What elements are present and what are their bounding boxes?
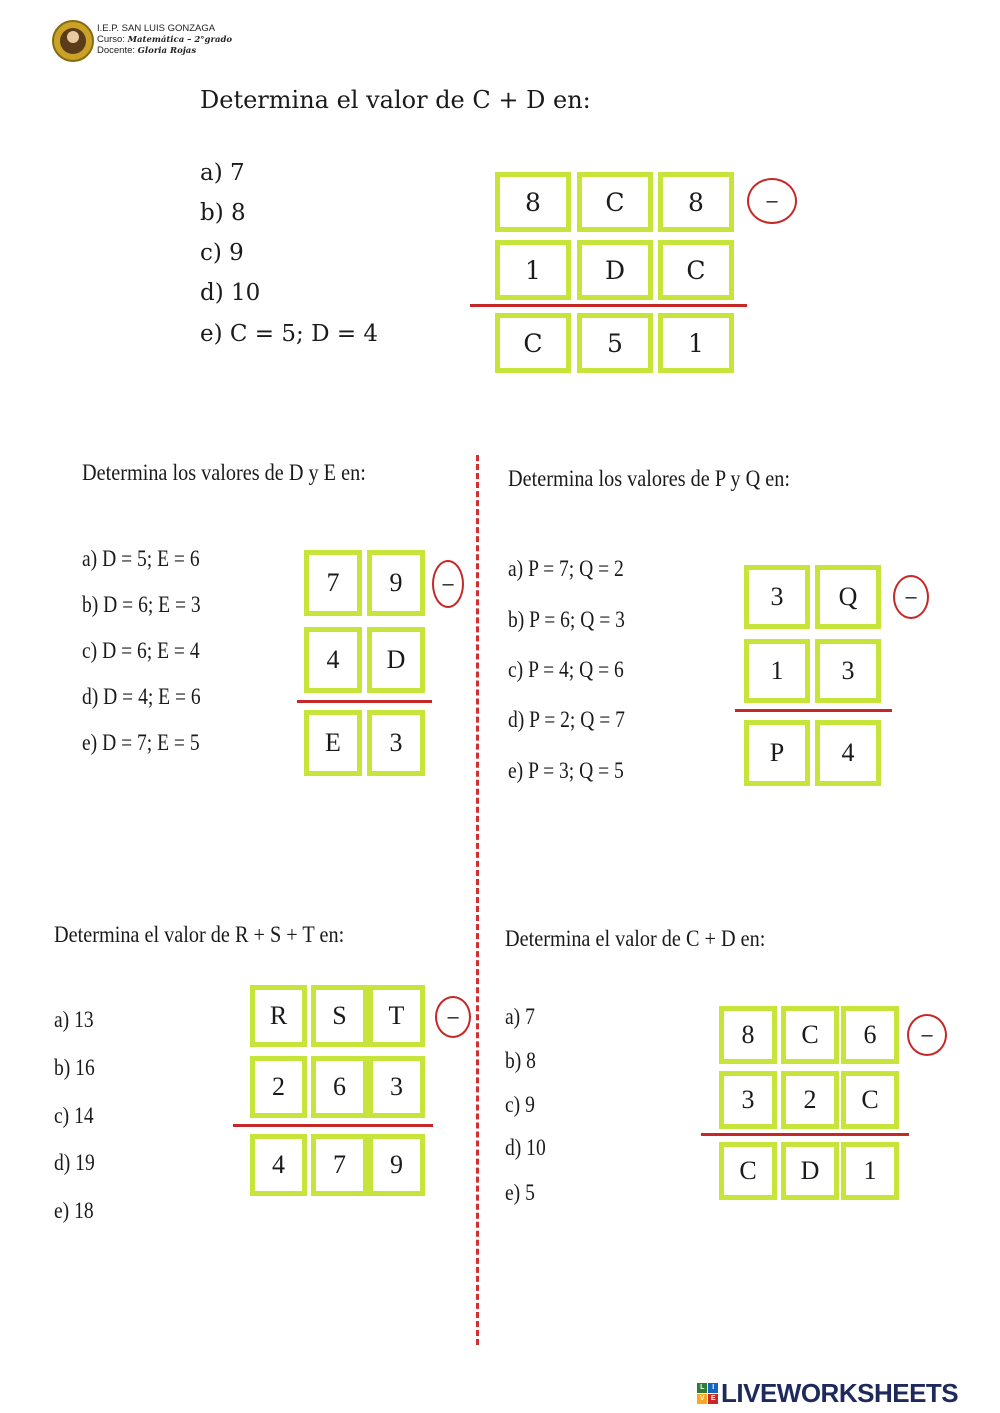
problem-2-cell: 4 bbox=[304, 627, 362, 693]
problem-4-title: Determina el valor de R + S + T en: bbox=[54, 922, 345, 947]
problem-5-cell: C bbox=[781, 1006, 839, 1064]
problem-5-option-e: e) 5 bbox=[505, 1180, 535, 1205]
problem-5-cell: 1 bbox=[841, 1142, 899, 1200]
problem-1-option-b: b) 8 bbox=[200, 200, 246, 226]
problem-1-option-a: a) 7 bbox=[200, 160, 245, 186]
problem-2-option-a: a) D = 5; E = 6 bbox=[82, 546, 200, 571]
problem-2-cell: 9 bbox=[367, 550, 425, 616]
problem-3-minus-operator: – bbox=[893, 575, 929, 619]
problem-2-option-e: e) D = 7; E = 5 bbox=[82, 730, 200, 755]
brand-text: LIVEWORKSHEETS bbox=[721, 1377, 959, 1408]
problem-5-cell: 6 bbox=[841, 1006, 899, 1064]
problem-2-cell: 7 bbox=[304, 550, 362, 616]
problem-2-cell: 3 bbox=[367, 710, 425, 776]
problem-4-cell: T bbox=[368, 985, 425, 1047]
problem-4-option-a: a) 13 bbox=[54, 1007, 94, 1032]
problem-4-option-e: e) 18 bbox=[54, 1198, 94, 1223]
problem-1-cell: C bbox=[658, 240, 734, 300]
liveworksheets-logo-icon: L I V E bbox=[697, 1383, 718, 1404]
problem-5-cell: 3 bbox=[719, 1071, 777, 1129]
problem-3-cell: 3 bbox=[744, 565, 810, 629]
problem-1-cell: 1 bbox=[658, 313, 734, 373]
problem-5-result-line bbox=[701, 1133, 909, 1136]
problem-1-option-c: c) 9 bbox=[200, 240, 244, 266]
problem-3-option-c: c) P = 4; Q = 6 bbox=[508, 657, 624, 682]
problem-4-result-line bbox=[233, 1124, 433, 1127]
problem-5-option-a: a) 7 bbox=[505, 1004, 535, 1029]
problem-3-cell: 4 bbox=[815, 720, 881, 786]
problem-4-cell: R bbox=[250, 985, 307, 1047]
problem-4-option-d: d) 19 bbox=[54, 1150, 95, 1175]
problem-5-minus-operator: – bbox=[907, 1014, 947, 1056]
problem-1-cell: 8 bbox=[658, 172, 734, 232]
problem-5-cell: 2 bbox=[781, 1071, 839, 1129]
problem-2-option-b: b) D = 6; E = 3 bbox=[82, 592, 201, 617]
problem-3-cell: Q bbox=[815, 565, 881, 629]
problem-4-cell: 7 bbox=[311, 1134, 368, 1196]
problem-1-title: Determina el valor de C + D en: bbox=[200, 86, 591, 114]
problem-1-minus-operator: – bbox=[747, 178, 797, 224]
problem-1-result-line bbox=[470, 304, 747, 307]
problem-3-cell: P bbox=[744, 720, 810, 786]
problem-2-minus-operator: – bbox=[432, 560, 464, 608]
problem-2-option-d: d) D = 4; E = 6 bbox=[82, 684, 201, 709]
problem-1-cell: C bbox=[577, 172, 653, 232]
problem-5-cell: C bbox=[719, 1142, 777, 1200]
problem-3-cell: 1 bbox=[744, 639, 810, 703]
problem-5-cell: 8 bbox=[719, 1006, 777, 1064]
problem-4-cell: 9 bbox=[368, 1134, 425, 1196]
problem-4-cell: 2 bbox=[250, 1056, 307, 1118]
school-logo-icon bbox=[52, 20, 94, 62]
problem-5-option-c: c) 9 bbox=[505, 1092, 535, 1117]
problem-2-cell: E bbox=[304, 710, 362, 776]
problem-2-result-line bbox=[297, 700, 432, 703]
problem-1-cell: D bbox=[577, 240, 653, 300]
course-line: Curso: Matemática – 2°grado bbox=[97, 34, 233, 45]
column-divider bbox=[476, 455, 479, 1345]
problem-3-option-e: e) P = 3; Q = 5 bbox=[508, 758, 624, 783]
problem-5-option-d: d) 10 bbox=[505, 1135, 546, 1160]
problem-5-title: Determina el valor de C + D en: bbox=[505, 926, 766, 951]
liveworksheets-brand bbox=[697, 1376, 958, 1410]
problem-4-cell: S bbox=[311, 985, 368, 1047]
problem-5-cell: D bbox=[781, 1142, 839, 1200]
problem-4-cell: 3 bbox=[368, 1056, 425, 1118]
problem-5-cell: C bbox=[841, 1071, 899, 1129]
problem-1-cell: C bbox=[495, 313, 571, 373]
problem-2-cell: D bbox=[367, 627, 425, 693]
problem-4-option-b: b) 16 bbox=[54, 1055, 95, 1080]
problem-3-result-line bbox=[735, 709, 892, 712]
problem-1-cell: 5 bbox=[577, 313, 653, 373]
problem-3-option-d: d) P = 2; Q = 7 bbox=[508, 707, 625, 732]
problem-5-option-b: b) 8 bbox=[505, 1048, 536, 1073]
problem-3-option-a: a) P = 7; Q = 2 bbox=[508, 556, 624, 581]
problem-4-option-c: c) 14 bbox=[54, 1103, 94, 1128]
problem-4-cell: 6 bbox=[311, 1056, 368, 1118]
problem-1-cell: 1 bbox=[495, 240, 571, 300]
problem-2-title: Determina los valores de D y E en: bbox=[82, 460, 366, 485]
problem-2-option-c: c) D = 6; E = 4 bbox=[82, 638, 200, 663]
problem-1-cell: 8 bbox=[495, 172, 571, 232]
teacher-line: Docente: Gloria Rojas bbox=[97, 45, 197, 56]
problem-4-cell: 4 bbox=[250, 1134, 307, 1196]
problem-3-option-b: b) P = 6; Q = 3 bbox=[508, 607, 625, 632]
problem-1-option-d: d) 10 bbox=[200, 280, 261, 306]
problem-4-minus-operator: – bbox=[435, 996, 471, 1038]
school-name: I.E.P. SAN LUIS GONZAGA bbox=[97, 23, 216, 34]
problem-3-title: Determina los valores de P y Q en: bbox=[508, 466, 790, 491]
problem-3-cell: 3 bbox=[815, 639, 881, 703]
problem-1-option-e: e) C = 5; D = 4 bbox=[200, 321, 379, 347]
